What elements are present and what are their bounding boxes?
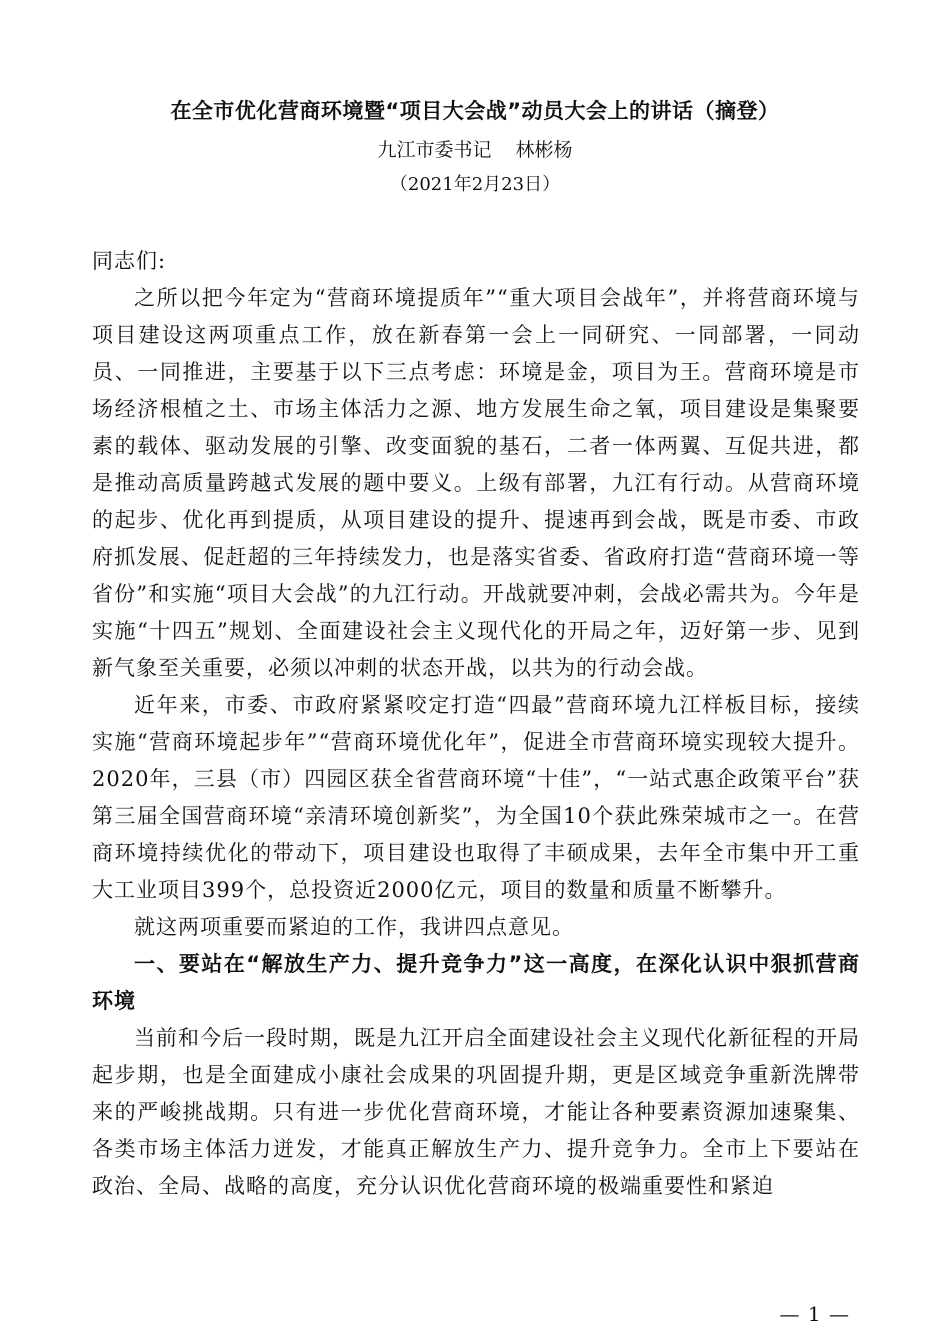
body-paragraph: 近年来，市委、市政府紧紧咬定打造“四最”营商环境九江样板目标，接续实施“营商环境起步年”“营商环境优化年”，促进全市营商环境实现较大提升。2020年，三县（市）四园区获全省营商环境“十佳”，“一站式惠企政策平台”获第三届全国营商环境“亲清环境创新奖”，为全国10个获此殊荣城市之一。在营商环境持续优化的带动下，项目建设也取得了丰硕成果，去年全市集中开工重大工业项目399个，总投资近2000亿元，项目的数量和质量不断攀升。: [92, 693, 860, 902]
body-paragraph: 当前和今后一段时期，既是九江开启全面建设社会主义现代化新征程的开局起步期，也是全面建成小康社会成果的巩固提升期，更是区域竞争重新洗牌带来的严峻挑战期。只有进一步优化营商环境，才能让各种要素资源加速聚集、各类市场主体活力迸发，才能真正解放生产力、提升竞争力。全市上下要站在政治、全局、战略的高度，充分认识优化营商环境的极端重要性和紧迫: [92, 1026, 860, 1198]
author-role: 九江市委书记: [377, 139, 492, 161]
body-paragraph: 之所以把今年定为“营商环境提质年”“重大项目会战年”，并将营商环境与项目建设这两项重点工作，放在新春第一会上一同研究、一同部署，一同动员、一同推进，主要基于以下三点考虑：环境是金，项目为王。营商环境是市场经济根植之土、市场主体活力之源、地方发展生命之氧，项目建设是集聚要素的载体、驱动发展的引擎、改变面貌的基石，二者一体两翼、互促共进，都是推动高质量跨越式发展的题中要义。上级有部署，九江有行动。从营商环境的起步、优化再到提质，从项目建设的提升、提速再到会战，既是市委、市政府抓发展、促赶超的三年持续发力，也是落实省委、省政府打造“营商环境一等省份”和实施“项目大会战”的九江行动。开战就要冲刺，会战必需共为。今年是实施“十四五”规划、全面建设社会主义现代化的开局之年，迈好第一步、见到新气象至关重要，必须以冲刺的状态开战，以共为的行动会战。: [92, 286, 860, 680]
speech-date: （2021年2月23日）: [389, 174, 561, 195]
salutation: 同志们:: [92, 249, 167, 273]
section-heading: 一、要站在“解放生产力、提升竞争力”这一高度，在深化认识中狠抓营商环境: [92, 952, 860, 1013]
author-byline: [0, 136, 950, 164]
document-title: 在全市优化营商环境暨“项目大会战”动员大会上的讲话（摘登）: [170, 99, 780, 123]
page-number: — 1 —: [779, 1302, 850, 1326]
body-paragraph: 就这两项重要而紧迫的工作，我讲四点意见。: [134, 915, 574, 939]
document-body: [92, 243, 860, 1205]
author-name: 林彬杨: [515, 139, 573, 161]
